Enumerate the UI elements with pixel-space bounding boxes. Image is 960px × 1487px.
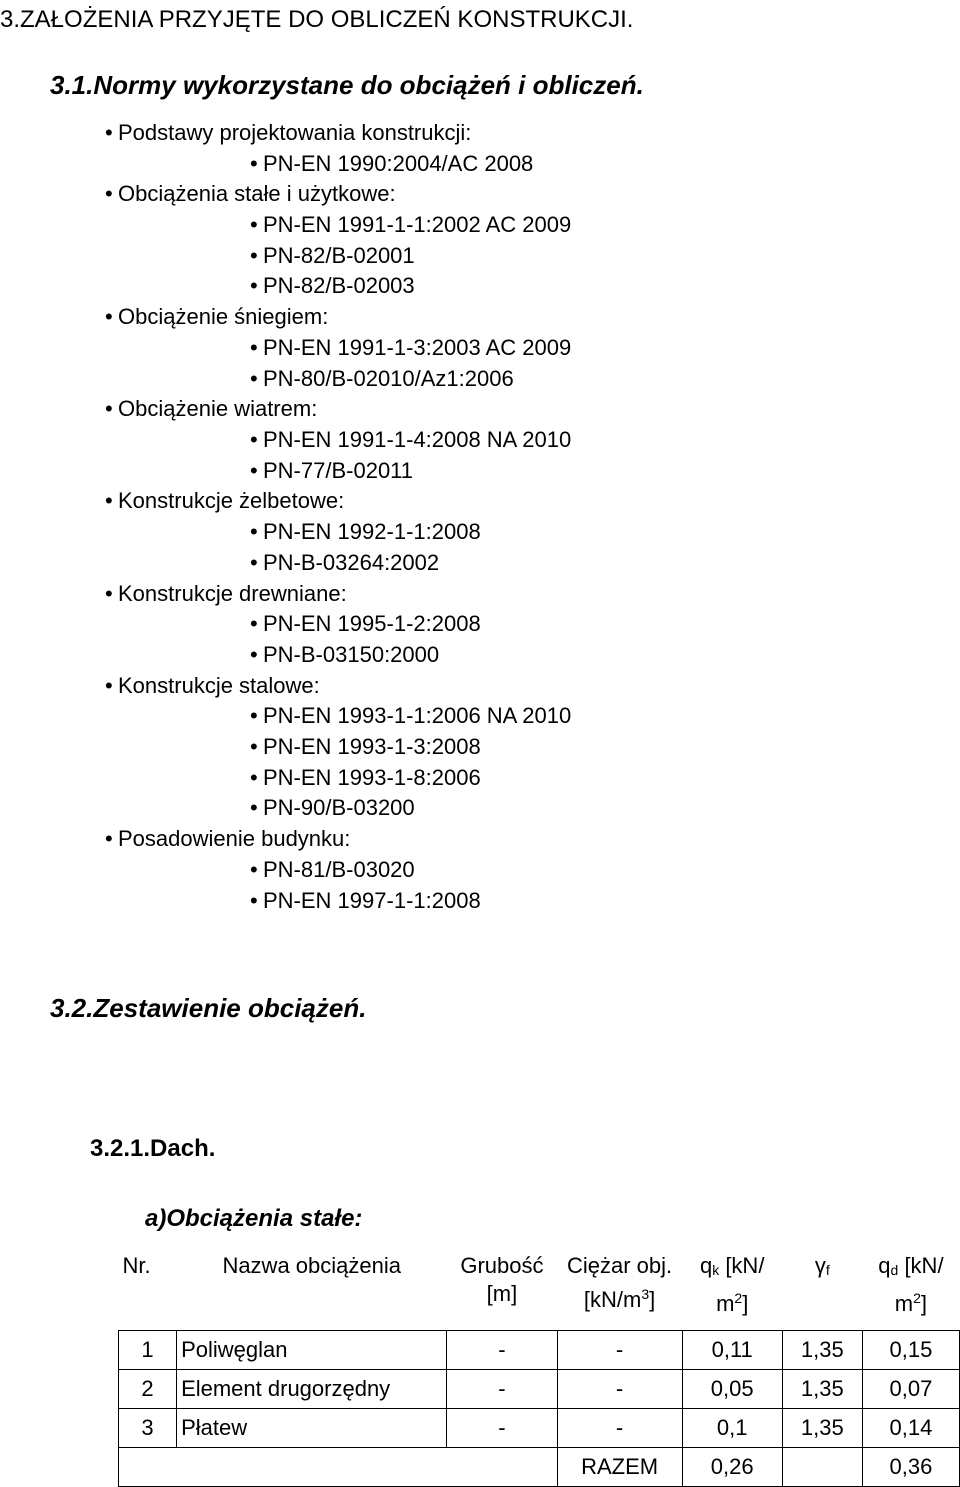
cell-nr: 3 xyxy=(119,1409,177,1448)
norm-item xyxy=(250,243,415,269)
norm-item-text: PN-EN 1991-1-4:2008 NA 2010 xyxy=(263,427,572,452)
bullet-icon: • xyxy=(250,550,258,575)
header-qk-symbol: q xyxy=(699,1253,713,1278)
bullet-icon: • xyxy=(105,304,113,329)
norm-item xyxy=(250,550,439,576)
header-qk xyxy=(682,1244,782,1331)
norm-item-text: PN-82/B-02003 xyxy=(263,273,415,298)
total-qk: 0,26 xyxy=(682,1448,782,1487)
header-qk-sub: k xyxy=(712,1262,720,1278)
norm-group-label xyxy=(105,826,350,852)
bullet-icon: • xyxy=(105,581,113,606)
norm-item xyxy=(250,458,413,484)
cell-qk: 0,11 xyxy=(682,1331,782,1370)
norm-group-label xyxy=(105,581,347,607)
bullet-icon: • xyxy=(250,611,258,636)
cell-name: Poliwęglan xyxy=(177,1331,447,1370)
bullet-icon: • xyxy=(250,642,258,667)
norm-item-text: PN-90/B-03200 xyxy=(263,795,415,820)
norm-item xyxy=(250,151,533,177)
header-thickness xyxy=(447,1244,557,1331)
bullet-icon: • xyxy=(250,212,258,237)
cell-weight: - xyxy=(557,1331,682,1370)
total-blank-cell xyxy=(119,1448,558,1487)
cell-nr: 2 xyxy=(119,1370,177,1409)
header-weight-close: ] xyxy=(649,1287,656,1312)
total-qd: 0,36 xyxy=(862,1448,959,1487)
bullet-icon: • xyxy=(250,151,258,176)
bullet-icon: • xyxy=(105,120,113,145)
norm-group-label xyxy=(105,120,471,146)
norm-group-text: Obciążenie wiatrem: xyxy=(118,396,318,421)
cell-qd: 0,07 xyxy=(862,1370,959,1409)
norm-item-text: PN-80/B-02010/Az1:2006 xyxy=(263,366,514,391)
cell-thickness: - xyxy=(447,1331,557,1370)
header-qd-sup: 2 xyxy=(913,1290,921,1306)
norm-item xyxy=(250,335,571,361)
cell-qk: 0,05 xyxy=(682,1370,782,1409)
bullet-icon: • xyxy=(105,181,113,206)
header-thickness-unit: [m] xyxy=(486,1281,518,1306)
cell-nr: 1 xyxy=(119,1331,177,1370)
subheading-permanent-loads: a)Obciążenia stałe: xyxy=(145,1205,363,1232)
header-weight-label: Ciężar obj. xyxy=(566,1253,673,1278)
norm-item-text: PN-EN 1992-1-1:2008 xyxy=(263,519,481,544)
total-gamma-blank xyxy=(782,1448,862,1487)
cell-thickness: - xyxy=(447,1370,557,1409)
header-qk-sup: 2 xyxy=(734,1290,743,1306)
bullet-icon: • xyxy=(250,273,258,298)
norm-item xyxy=(250,212,571,238)
norm-item-text: PN-EN 1993-1-8:2006 xyxy=(263,765,481,790)
cell-name: Element drugorzędny xyxy=(177,1370,447,1409)
bullet-icon: • xyxy=(105,488,113,513)
norm-item-text: PN-EN 1993-1-1:2006 NA 2010 xyxy=(263,703,572,728)
cell-qd: 0,15 xyxy=(862,1331,959,1370)
header-qd-symbol: q xyxy=(878,1253,891,1278)
header-qk-close: ] xyxy=(742,1291,749,1316)
norm-item xyxy=(250,795,415,821)
table-row xyxy=(119,1370,960,1409)
bullet-icon: • xyxy=(250,857,258,882)
norm-group-text: Podstawy projektowania konstrukcji: xyxy=(118,120,472,145)
header-weight-unit: [kN/m xyxy=(583,1287,642,1312)
bullet-icon: • xyxy=(250,734,258,759)
norm-item-text: PN-81/B-03020 xyxy=(263,857,415,882)
norm-item xyxy=(250,857,415,883)
norm-group-label xyxy=(105,181,396,207)
norm-group-label xyxy=(105,304,328,330)
header-qd xyxy=(862,1244,959,1331)
header-nr: Nr. xyxy=(122,1253,151,1278)
header-thickness-label: Grubość xyxy=(460,1253,544,1278)
bullet-icon: • xyxy=(250,703,258,728)
norm-item-text: PN-EN 1997-1-1:2008 xyxy=(263,888,481,913)
bullet-icon: • xyxy=(250,243,258,268)
norm-group-text: Konstrukcje stalowe: xyxy=(118,673,320,698)
header-qd-close: ] xyxy=(920,1291,928,1316)
cell-qk: 0,1 xyxy=(682,1409,782,1448)
norm-item-text: PN-82/B-02001 xyxy=(263,243,415,268)
norm-group-label xyxy=(105,396,317,422)
bullet-icon: • xyxy=(250,366,258,391)
bullet-icon: • xyxy=(250,765,258,790)
cell-weight: - xyxy=(557,1409,682,1448)
bullet-icon: • xyxy=(250,519,258,544)
norm-group-text: Posadowienie budynku: xyxy=(118,826,351,851)
norm-item-text: PN-77/B-02011 xyxy=(263,458,414,483)
norm-item-text: PN-EN 1990:2004/AC 2008 xyxy=(263,151,534,176)
norm-item-text: PN-B-03150:2000 xyxy=(263,642,440,667)
bullet-icon: • xyxy=(105,673,113,698)
chapter-heading: 3.ZAŁOŻENIA PRZYJĘTE DO OBLICZEŃ KONSTRUKCJI. xyxy=(0,6,634,33)
norm-group-text: Konstrukcje drewniane: xyxy=(118,581,347,606)
norm-item xyxy=(250,888,481,914)
total-label: RAZEM xyxy=(557,1448,682,1487)
cell-gamma: 1,35 xyxy=(782,1370,862,1409)
norm-item-text: PN-B-03264:2002 xyxy=(263,550,440,575)
table-total-row xyxy=(119,1448,960,1487)
norm-item-text: PN-EN 1993-1-3:2008 xyxy=(263,734,481,759)
subsection-heading-roof: 3.2.1.Dach. xyxy=(90,1135,216,1162)
bullet-icon: • xyxy=(250,335,258,360)
norm-item-text: PN-EN 1995-1-2:2008 xyxy=(263,611,481,636)
bullet-icon: • xyxy=(250,458,258,483)
bullet-icon: • xyxy=(105,826,113,851)
header-gamma-symbol: γ xyxy=(814,1253,826,1278)
cell-name: Płatew xyxy=(177,1409,447,1448)
norm-item xyxy=(250,366,514,392)
header-gamma-sub: f xyxy=(825,1262,830,1278)
table-row xyxy=(119,1409,960,1448)
norm-item-text: PN-EN 1991-1-3:2003 AC 2009 xyxy=(263,335,572,360)
cell-thickness: - xyxy=(447,1409,557,1448)
norm-item xyxy=(250,703,571,729)
bullet-icon: • xyxy=(250,888,258,913)
bullet-icon: • xyxy=(250,427,258,452)
header-qd-unit: [kN/ xyxy=(898,1253,944,1278)
cell-weight: - xyxy=(557,1370,682,1409)
norm-item xyxy=(250,734,481,760)
norm-item xyxy=(250,519,481,545)
norm-item xyxy=(250,611,481,637)
table-header-row xyxy=(119,1244,960,1331)
bullet-icon: • xyxy=(105,396,113,421)
norm-group-label xyxy=(105,488,344,514)
norm-group-text: Konstrukcje żelbetowe: xyxy=(118,488,345,513)
header-name: Nazwa obciążenia xyxy=(222,1253,401,1278)
norm-item xyxy=(250,273,415,299)
cell-qd: 0,14 xyxy=(862,1409,959,1448)
bullet-icon: • xyxy=(250,795,258,820)
norm-group-label xyxy=(105,673,320,699)
norm-item xyxy=(250,642,439,668)
norm-item xyxy=(250,765,481,791)
loads-table xyxy=(118,1244,960,1487)
header-unit-weight xyxy=(557,1244,682,1331)
section-heading-loads: 3.2.Zestawienie obciążeń. xyxy=(50,993,367,1023)
norm-group-text: Obciążenie śniegiem: xyxy=(118,304,329,329)
norm-item-text: PN-EN 1991-1-1:2002 AC 2009 xyxy=(263,212,572,237)
header-qk-unit: [kN/ xyxy=(719,1253,765,1278)
header-qk-unit2: m xyxy=(716,1291,735,1316)
table-row xyxy=(119,1331,960,1370)
cell-gamma: 1,35 xyxy=(782,1409,862,1448)
header-gamma xyxy=(782,1244,862,1331)
header-qd-sub: d xyxy=(890,1262,899,1278)
cell-gamma: 1,35 xyxy=(782,1331,862,1370)
norm-item xyxy=(250,427,571,453)
section-heading-norms: 3.1.Normy wykorzystane do obciążeń i obliczeń. xyxy=(50,70,644,100)
header-qd-unit2: m xyxy=(894,1291,914,1316)
norm-group-text: Obciążenia stałe i użytkowe: xyxy=(118,181,396,206)
header-weight-sup: 3 xyxy=(641,1286,650,1302)
